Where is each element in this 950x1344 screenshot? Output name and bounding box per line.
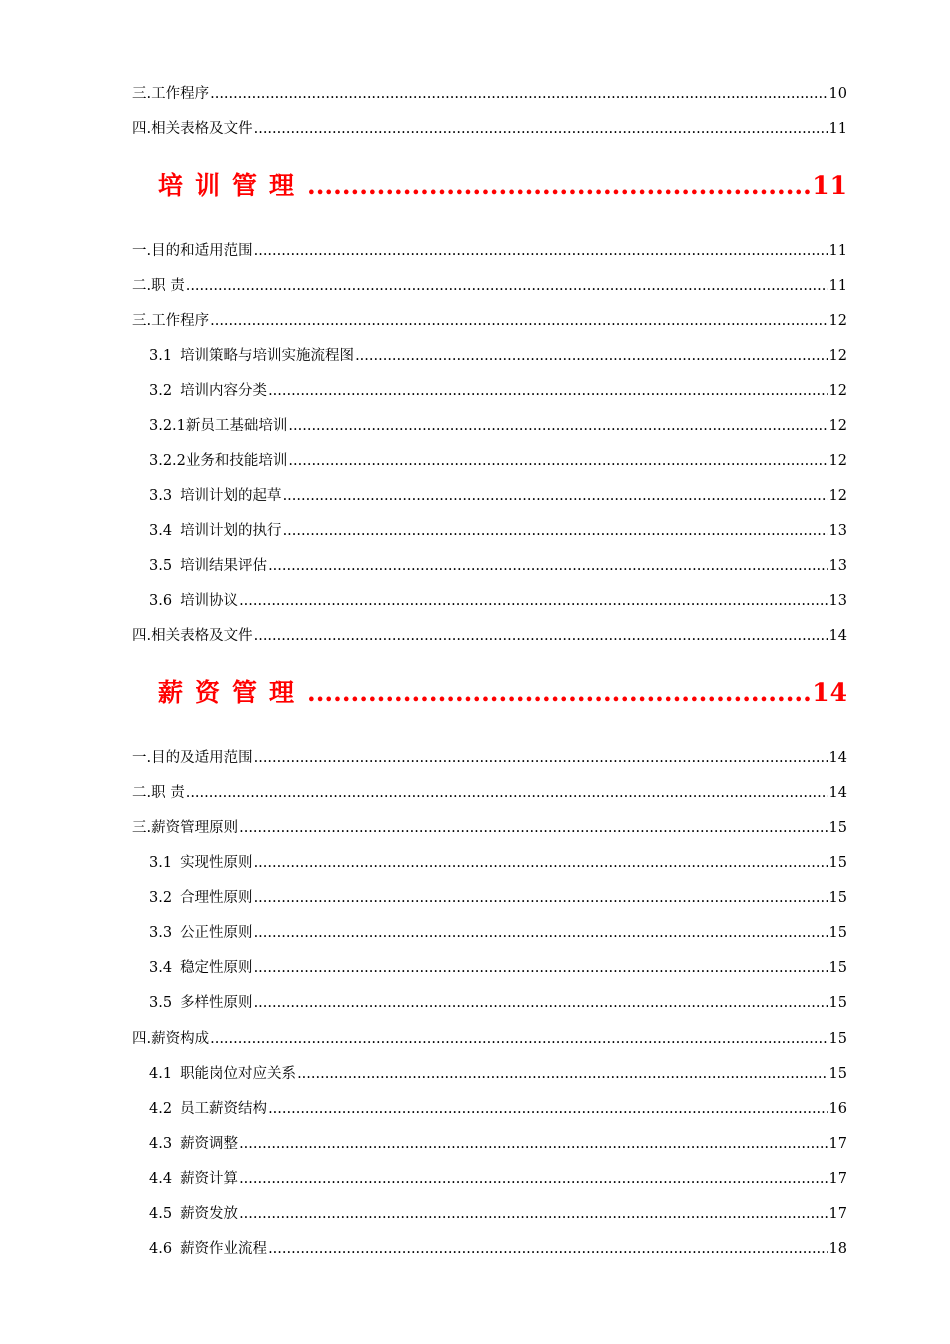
toc-entry-page: 15	[828, 855, 847, 871]
dot-leader	[268, 1099, 827, 1119]
toc-entry-title: 培训结果评估	[180, 558, 268, 574]
toc-entry-title: 公正性原则	[180, 925, 253, 941]
toc-entry-number: 二.	[132, 278, 152, 294]
toc-entry-title: 多样性原则	[180, 995, 253, 1011]
toc-entry-number: 3.3	[149, 925, 173, 941]
toc-subentry[interactable]	[149, 521, 847, 541]
dot-leader	[239, 1169, 827, 1189]
toc-entry-page: 17	[828, 1171, 847, 1187]
toc-entry-number: 3.4	[149, 523, 173, 539]
toc-entry-page: 15	[828, 890, 847, 906]
toc-chapter-heading[interactable]	[158, 168, 847, 204]
toc-subentry[interactable]	[149, 346, 847, 366]
toc-entry-page: 11	[828, 121, 847, 137]
dot-leader	[186, 276, 828, 296]
toc-entry-title: 职能岗位对应关系	[180, 1066, 297, 1082]
toc-entry[interactable]	[132, 626, 847, 646]
toc-entry[interactable]	[132, 311, 847, 331]
toc-entry-number: 4.1	[149, 1066, 173, 1082]
toc-entry-page: 12	[828, 418, 847, 434]
dot-leader	[254, 626, 828, 646]
toc-entry[interactable]	[132, 783, 847, 803]
toc-subentry[interactable]	[149, 1134, 847, 1154]
toc-subentry[interactable]	[149, 1239, 847, 1259]
toc-entry-number: 3.5	[149, 558, 173, 574]
dot-leader	[239, 818, 827, 838]
toc-subentry[interactable]	[149, 1204, 847, 1224]
chapter-title: 培训管理	[158, 171, 307, 200]
toc-subentry[interactable]	[149, 591, 847, 611]
toc-entry-page: 15	[828, 995, 847, 1011]
toc-entry-page: 10	[828, 86, 847, 102]
toc-entry-page: 11	[828, 278, 847, 294]
toc-entry[interactable]	[132, 748, 847, 768]
toc-entry-title: 薪资计算	[180, 1171, 239, 1187]
toc-entry-title: 目的和适用范围	[151, 243, 253, 259]
toc-entry-title: 员工薪资结构	[180, 1101, 268, 1117]
toc-entry-page: 15	[828, 1066, 847, 1082]
toc-entry-page: 13	[828, 523, 847, 539]
toc-entry-number: 一.	[132, 750, 152, 766]
toc-subentry[interactable]	[149, 993, 847, 1013]
toc-entry-title: 工作程序	[151, 313, 210, 329]
toc-chapter-heading[interactable]	[158, 675, 847, 711]
toc-entry-title: 培训计划的起草	[180, 488, 282, 504]
toc-entry-title: 薪资作业流程	[180, 1241, 268, 1257]
toc-entry-number: 4.6	[149, 1241, 173, 1257]
toc-entry-number: 四.	[132, 1031, 152, 1047]
toc-entry-title: 培训内容分类	[180, 383, 268, 399]
toc-subentry[interactable]	[149, 381, 847, 401]
toc-entry-page: 15	[828, 925, 847, 941]
toc-subentry[interactable]	[149, 1099, 847, 1119]
toc-entry-page: 17	[828, 1206, 847, 1222]
toc-entry-title: 薪资构成	[151, 1031, 210, 1047]
dot-leader	[239, 591, 827, 611]
toc-subentry[interactable]	[149, 451, 847, 471]
toc-entry-number: 3.6	[149, 593, 173, 609]
dot-leader	[268, 556, 827, 576]
toc-entry-number: 二.	[132, 785, 152, 801]
toc-entry-title: 薪资调整	[180, 1136, 239, 1152]
toc-entry-number: 四.	[132, 121, 152, 137]
toc-entry-title: 薪资发放	[180, 1206, 239, 1222]
toc-entry-page: 12	[828, 348, 847, 364]
toc-entry-page: 15	[828, 820, 847, 836]
dot-leader	[268, 1239, 827, 1259]
toc-entry-number: 3.4	[149, 960, 173, 976]
toc-subentry[interactable]	[149, 1064, 847, 1084]
toc-entry-number: 3.2.1	[149, 418, 186, 434]
dot-leader	[283, 521, 828, 541]
toc-entry-number: 3.3	[149, 488, 173, 504]
toc-entry[interactable]	[132, 84, 847, 104]
toc-entry-title: 新员工基础培训	[185, 418, 288, 434]
dot-leader	[297, 1064, 827, 1084]
dot-leader	[355, 346, 827, 366]
toc-entry-page: 12	[828, 453, 847, 469]
toc-entry-title: 业务和技能培训	[185, 453, 288, 469]
dot-leader	[288, 451, 827, 471]
toc-entry-number: 三.	[132, 313, 152, 329]
toc-subentry[interactable]	[149, 416, 847, 436]
toc-entry-number: 4.3	[149, 1136, 173, 1152]
dot-leader	[210, 84, 827, 104]
toc-entry-title: 培训协议	[180, 593, 239, 609]
toc-entry-title: 薪资管理原则	[151, 820, 239, 836]
chapter-page: 11	[812, 171, 847, 200]
toc-entry[interactable]	[132, 818, 847, 838]
dot-leader	[254, 888, 828, 908]
chapter-title: 薪资管理	[158, 678, 307, 707]
toc-entry-page: 18	[828, 1241, 847, 1257]
toc-entry-page: 13	[828, 593, 847, 609]
toc-subentry[interactable]	[149, 486, 847, 506]
toc-entry-number: 4.2	[149, 1101, 173, 1117]
toc-entry-number: 3.5	[149, 995, 173, 1011]
dot-leader	[254, 241, 828, 261]
toc-subentry[interactable]	[149, 923, 847, 943]
toc-entry-title: 职 责	[151, 785, 185, 801]
toc-entry-number: 3.1	[149, 855, 173, 871]
dot-leader	[307, 168, 811, 204]
dot-leader	[186, 783, 828, 803]
toc-subentry[interactable]	[149, 958, 847, 978]
toc-entry-number: 三.	[132, 820, 152, 836]
toc-entry-title: 培训策略与培训实施流程图	[180, 348, 355, 364]
toc-entry-title: 相关表格及文件	[151, 121, 253, 137]
toc-entry-number: 3.2.2	[149, 453, 186, 469]
dot-leader	[210, 311, 827, 331]
toc-entry-number: 4.5	[149, 1206, 173, 1222]
dot-leader	[268, 381, 827, 401]
toc-entry-number: 四.	[132, 628, 152, 644]
dot-leader	[307, 675, 811, 711]
toc-entry-number: 一.	[132, 243, 152, 259]
dot-leader	[254, 993, 828, 1013]
toc-entry[interactable]	[132, 1029, 847, 1049]
dot-leader	[239, 1204, 827, 1224]
toc-entry-page: 11	[828, 243, 847, 259]
toc-entry-title: 实现性原则	[180, 855, 253, 871]
toc-entry-number: 3.1	[149, 348, 173, 364]
dot-leader	[239, 1134, 827, 1154]
dot-leader	[254, 923, 828, 943]
toc-subentry[interactable]	[149, 1169, 847, 1189]
toc-entry-number: 4.4	[149, 1171, 173, 1187]
toc-entry-title: 合理性原则	[180, 890, 253, 906]
dot-leader	[254, 119, 828, 139]
toc-entry-number: 3.2	[149, 890, 173, 906]
toc-entry-page: 17	[828, 1136, 847, 1152]
toc-subentry[interactable]	[149, 556, 847, 576]
toc-entry-page: 12	[828, 313, 847, 329]
dot-leader	[210, 1029, 827, 1049]
toc-entry-page: 15	[828, 960, 847, 976]
toc-entry-title: 目的及适用范围	[151, 750, 253, 766]
toc-entry-number: 3.2	[149, 383, 173, 399]
toc-entry[interactable]	[132, 276, 847, 296]
toc-entry-title: 职 责	[151, 278, 185, 294]
toc-entry-page: 13	[828, 558, 847, 574]
toc-entry-page: 16	[828, 1101, 847, 1117]
toc-entry-page: 14	[828, 628, 847, 644]
toc-entry-page: 12	[828, 488, 847, 504]
dot-leader	[254, 958, 828, 978]
toc-entry-title: 工作程序	[151, 86, 210, 102]
toc-entry[interactable]	[132, 241, 847, 261]
toc-entry-page: 15	[828, 1031, 847, 1047]
toc-entry-title: 相关表格及文件	[151, 628, 253, 644]
toc-entry-page: 12	[828, 383, 847, 399]
toc-subentry[interactable]	[149, 853, 847, 873]
toc-subentry[interactable]	[149, 888, 847, 908]
toc-entry-number: 三.	[132, 86, 152, 102]
dot-leader	[288, 416, 827, 436]
toc-entry[interactable]	[132, 119, 847, 139]
toc-entry-page: 14	[828, 750, 847, 766]
dot-leader	[254, 853, 828, 873]
dot-leader	[254, 748, 828, 768]
dot-leader	[283, 486, 828, 506]
toc-entry-title: 培训计划的执行	[180, 523, 282, 539]
chapter-page: 14	[812, 678, 847, 707]
toc-entry-page: 14	[828, 785, 847, 801]
toc-entry-title: 稳定性原则	[180, 960, 253, 976]
